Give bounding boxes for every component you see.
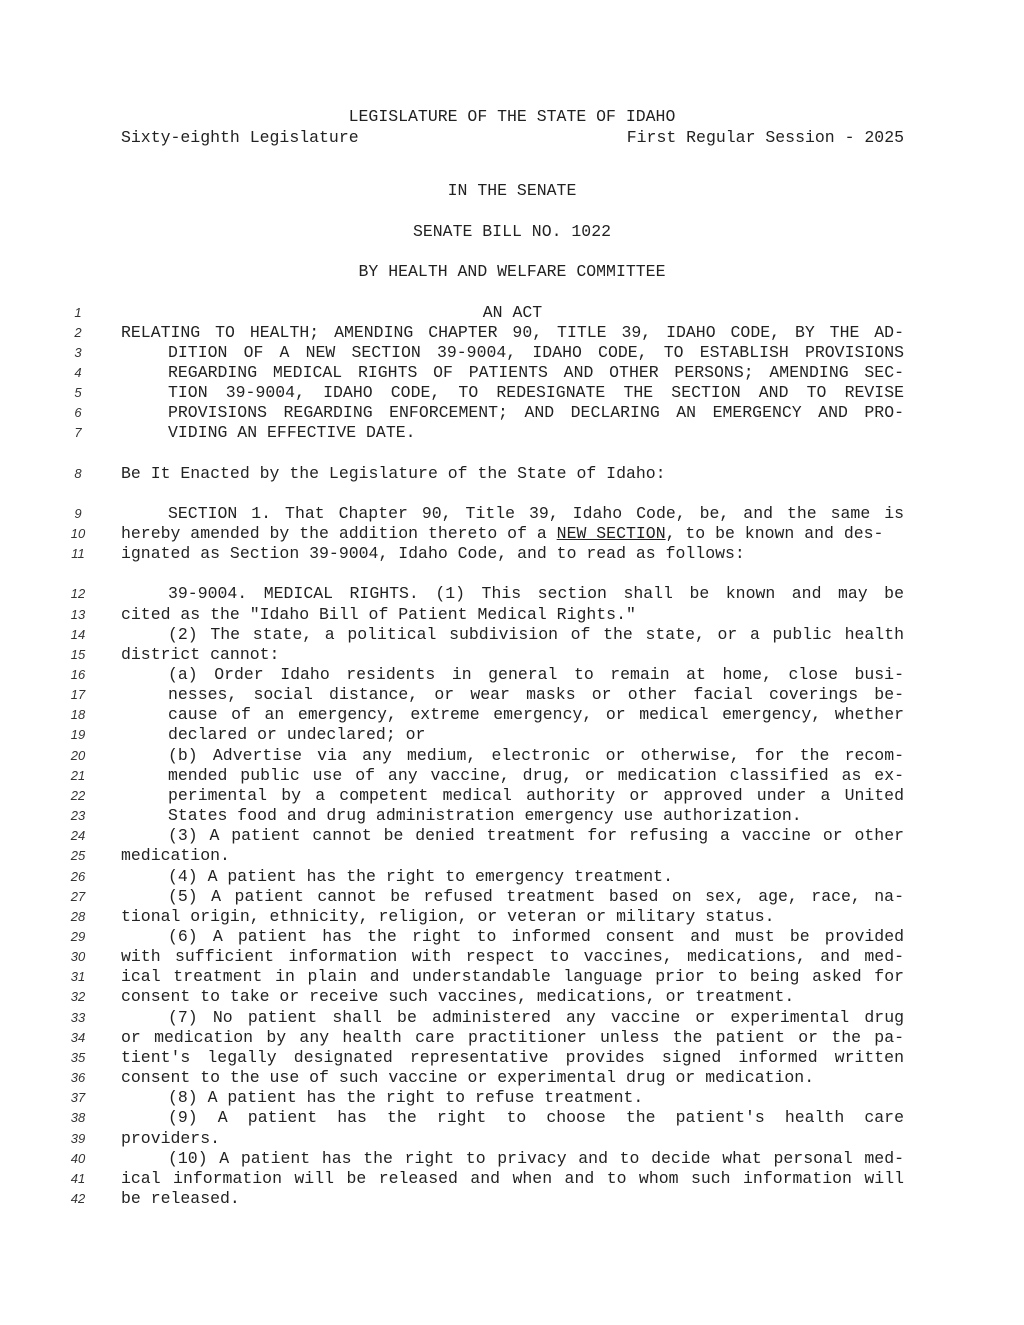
- line-text: VIDING AN EFFECTIVE DATE.: [168, 423, 416, 442]
- line-number: 35: [70, 1050, 86, 1065]
- bill-line: [0, 1068, 1024, 1088]
- line-number: 11: [71, 546, 85, 561]
- bill-line: [0, 605, 1024, 625]
- chamber: IN THE SENATE: [447, 181, 577, 200]
- line-text: tional origin, ethnicity, religion, or veteran or military status.: [121, 907, 775, 926]
- legislature-name: Sixty-eighth Legislature: [121, 128, 359, 147]
- line-number: 26: [70, 869, 86, 884]
- line-number: 22: [70, 788, 86, 803]
- bill-line: [0, 403, 1024, 423]
- bill-line: [0, 665, 1024, 685]
- bill-line: [0, 1108, 1024, 1128]
- bill-line: [0, 645, 1024, 665]
- line-number: 17: [70, 687, 86, 702]
- line-text: (7) No patient shall be administered any vaccine or experimental drug: [168, 1008, 904, 1027]
- line-number: 13: [70, 607, 86, 622]
- line-text: (3) A patient cannot be denied treatment for refusing a vaccine or other: [168, 826, 904, 845]
- line-number: 33: [70, 1010, 86, 1025]
- bill-line: [0, 806, 1024, 826]
- line-number: 27: [70, 889, 86, 904]
- line-number: 12: [70, 586, 86, 601]
- bill-line: [0, 544, 1024, 564]
- line-number: 8: [74, 466, 82, 481]
- bill-line: [0, 1048, 1024, 1068]
- line-text: providers.: [121, 1129, 221, 1148]
- line-number: 16: [70, 667, 86, 682]
- line-number: 29: [70, 929, 86, 944]
- line-text: AN ACT: [482, 303, 543, 322]
- bill-line: [0, 947, 1024, 967]
- line-text: RELATING TO HEALTH; AMENDING CHAPTER 90, TITLE 39, IDAHO CODE, BY THE AD-: [121, 323, 904, 342]
- bill-line: [0, 625, 1024, 645]
- line-text: (9) A patient has the right to choose the patient's health care: [168, 1108, 904, 1127]
- line-text: (6) A patient has the right to informed consent and must be provided: [168, 927, 904, 946]
- bill-line: [0, 685, 1024, 705]
- line-number: 41: [70, 1171, 86, 1186]
- line-text: ical information will be released and when and to whom such information will: [121, 1169, 904, 1188]
- line-text: (8) A patient has the right to refuse treatment.: [168, 1088, 644, 1107]
- bill-line: [0, 846, 1024, 866]
- line-text: be released.: [121, 1189, 240, 1208]
- line-text: medication.: [121, 846, 230, 865]
- line-number: 14: [70, 627, 86, 642]
- line-number: 36: [70, 1070, 86, 1085]
- line-number: 32: [70, 989, 86, 1004]
- bill-line: [0, 705, 1024, 725]
- line-number: 40: [70, 1151, 86, 1166]
- sponsor: BY HEALTH AND WELFARE COMMITTEE: [358, 262, 666, 281]
- bill-line: [0, 1129, 1024, 1149]
- line-text: DITION OF A NEW SECTION 39-9004, IDAHO CODE, TO ESTABLISH PROVISIONS: [168, 343, 904, 362]
- line-number: 3: [74, 345, 82, 360]
- line-number: 21: [70, 768, 86, 783]
- line-text: (5) A patient cannot be refused treatment based on sex, age, race, na-: [168, 887, 904, 906]
- bill-line: [0, 323, 1024, 343]
- bill-line: [0, 1028, 1024, 1048]
- bill-line: [0, 524, 1024, 544]
- line-text: ignated as Section 39-9004, Idaho Code, and to read as follows:: [121, 544, 745, 563]
- line-text: 39-9004. MEDICAL RIGHTS. (1) This section shall be known and may be: [168, 584, 904, 603]
- line-number: 18: [70, 707, 86, 722]
- bill-line: [0, 786, 1024, 806]
- bill-line: [0, 504, 1024, 524]
- line-number: 24: [70, 828, 86, 843]
- line-number: 42: [70, 1191, 86, 1206]
- line-number: 5: [74, 385, 82, 400]
- line-text: consent to the use of such vaccine or experimental drug or medication.: [121, 1068, 815, 1087]
- bill-line: [0, 967, 1024, 987]
- bill-line: [0, 766, 1024, 786]
- line-text: district cannot:: [121, 645, 280, 664]
- line-number: 1: [74, 305, 82, 320]
- bill-line: [0, 725, 1024, 745]
- line-number: 19: [70, 727, 86, 742]
- line-number: 4: [74, 365, 82, 380]
- line-text: cited as the "Idaho Bill of Patient Medical Rights.": [121, 605, 636, 624]
- line-text: mended public use of any vaccine, drug, or medication classified as ex-: [168, 766, 904, 785]
- line-number: 7: [74, 425, 82, 440]
- line-text: ical treatment in plain and understandable language prior to being asked for: [121, 967, 904, 986]
- line-text: tient's legally designated representative provides signed informed written: [121, 1048, 904, 1067]
- line-text: with sufficient information with respect to vaccines, medications, and med-: [121, 947, 904, 966]
- line-text: cause of an emergency, extreme emergency, or medical emergency, whether: [168, 705, 904, 724]
- line-text: REGARDING MEDICAL RIGHTS OF PATIENTS AND OTHER PERSONS; AMENDING SEC-: [168, 363, 904, 382]
- session-name: First Regular Session - 2025: [626, 128, 904, 147]
- line-text: or medication by any health care practitioner unless the patient or the pa-: [121, 1028, 904, 1047]
- bill-line: [0, 867, 1024, 887]
- line-text: PROVISIONS REGARDING ENFORCEMENT; AND DECLARING AN EMERGENCY AND PRO-: [168, 403, 904, 422]
- line-text: hereby amended by the addition thereto of a NEW SECTION, to be known and des-: [121, 524, 884, 543]
- line-number: 10: [70, 526, 86, 541]
- line-number: 39: [70, 1131, 86, 1146]
- bill-line: [0, 927, 1024, 947]
- bill-line: [0, 987, 1024, 1007]
- line-number: 15: [70, 647, 86, 662]
- bill-line: [0, 1189, 1024, 1209]
- line-text: (4) A patient has the right to emergency treatment.: [168, 867, 673, 886]
- line-number: 37: [70, 1090, 86, 1105]
- line-text: Be It Enacted by the Legislature of the State of Idaho:: [121, 464, 666, 483]
- bill-line: [0, 464, 1024, 484]
- bill-line: [0, 343, 1024, 363]
- line-text: TION 39-9004, IDAHO CODE, TO REDESIGNATE THE SECTION AND TO REVISE: [168, 383, 904, 402]
- bill-line: [0, 1008, 1024, 1028]
- line-number: 34: [70, 1030, 86, 1045]
- bill-line: [0, 1169, 1024, 1189]
- line-text: declared or undeclared; or: [168, 725, 426, 744]
- bill-line: [0, 383, 1024, 403]
- bill-line: [0, 423, 1024, 443]
- session-line: [121, 128, 904, 147]
- line-number: 2: [74, 325, 82, 340]
- bill-line: [0, 746, 1024, 766]
- line-text: SECTION 1. That Chapter 90, Title 39, Idaho Code, be, and the same is: [168, 504, 904, 523]
- line-text: (10) A patient has the right to privacy and to decide what personal med-: [168, 1149, 904, 1168]
- bill-line: [0, 1088, 1024, 1108]
- bill-line: [0, 826, 1024, 846]
- bill-line: [0, 303, 1024, 323]
- legislature-title: LEGISLATURE OF THE STATE OF IDAHO: [348, 107, 676, 126]
- line-number: 6: [74, 405, 82, 420]
- line-text: (a) Order Idaho residents in general to remain at home, close busi-: [168, 665, 904, 684]
- line-number: 25: [70, 848, 86, 863]
- line-text: nesses, social distance, or wear masks or other facial coverings be-: [168, 685, 904, 704]
- bill-line: [0, 887, 1024, 907]
- line-text: States food and drug administration emergency use authorization.: [168, 806, 802, 825]
- line-number: 30: [70, 949, 86, 964]
- line-text: perimental by a competent medical authority or approved under a United: [168, 786, 904, 805]
- line-number: 28: [70, 909, 86, 924]
- line-text: (b) Advertise via any medium, electronic or otherwise, for the recom-: [168, 746, 904, 765]
- line-text: (2) The state, a political subdivision of the state, or a public health: [168, 625, 904, 644]
- bill-line: [0, 584, 1024, 604]
- line-number: 23: [70, 808, 86, 823]
- bill-line: [0, 1149, 1024, 1169]
- line-number: 38: [70, 1110, 86, 1125]
- line-number: 20: [70, 748, 86, 763]
- line-number: 9: [74, 506, 82, 521]
- line-text: consent to take or receive such vaccines, medications, or treatment.: [121, 987, 795, 1006]
- new-section-underline: NEW SECTION: [556, 524, 666, 543]
- bill-number: SENATE BILL NO. 1022: [412, 222, 612, 241]
- line-number: 31: [70, 969, 86, 984]
- bill-line: [0, 363, 1024, 383]
- bill-line: [0, 907, 1024, 927]
